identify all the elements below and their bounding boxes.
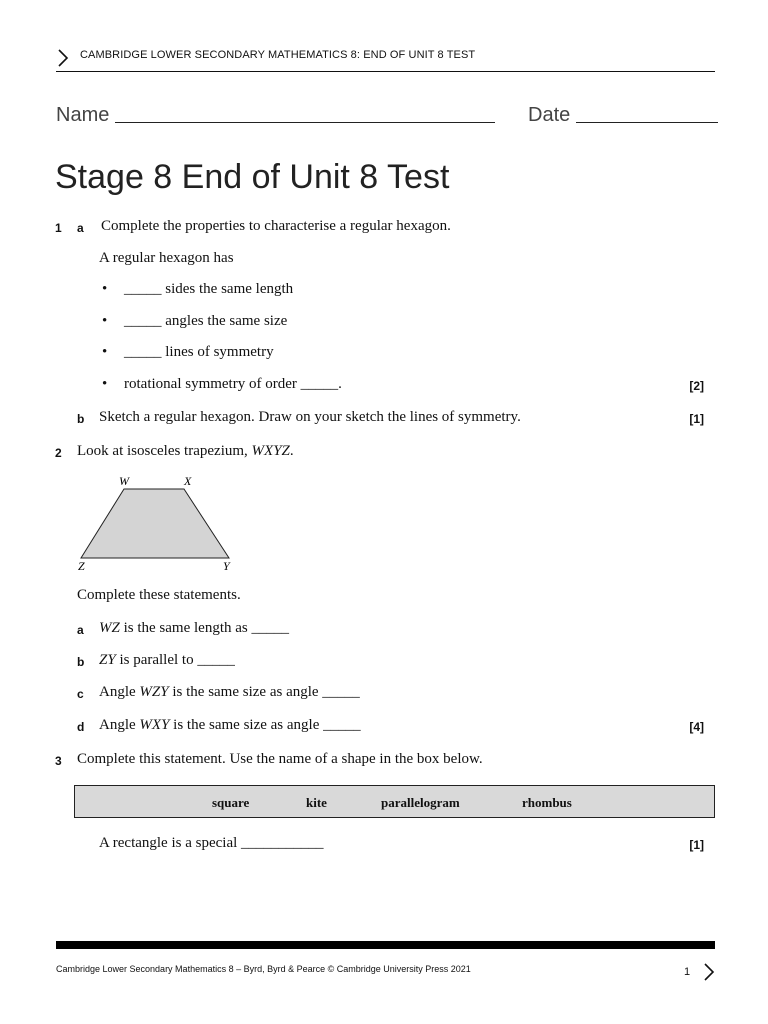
page-title: Stage 8 End of Unit 8 Test [55,158,450,196]
option-rhombus: rhombus [522,795,572,810]
q1a-lead: A regular hexagon has [99,250,234,266]
q2d-post: is the same size as angle _____ [169,717,361,733]
q3-number: 3 [55,754,62,768]
q1a-bullet-2: _____ angles the same size [124,313,288,329]
option-parallelogram: parallelogram [381,795,460,810]
vertex-x-label: X [184,474,192,488]
footer-divider [56,941,715,949]
date-label: Date [528,104,571,126]
q1a-bullet-3: _____ lines of symmetry [124,344,274,360]
q2-lead: Complete these statements. [77,587,241,603]
vertex-z-label: Z [78,559,85,573]
q2d-label: d [77,720,85,734]
q1-number: 1 [55,221,62,235]
q2a-label: a [77,623,84,637]
q2a-term: WZ [99,620,120,636]
header-divider [56,71,715,72]
q2b-post: is parallel to _____ [115,652,235,668]
q2c-label: c [77,687,84,701]
option-kite: kite [306,795,327,810]
vertex-w-label: W [119,474,129,488]
date-field[interactable] [576,104,718,123]
name-label: Name [56,104,110,126]
q3-prompt: Complete this statement. Use the name of a shape in the box below. [77,751,483,767]
q2c-statement [99,684,360,701]
q1a-prompt: Complete the properties to characterise a regular hexagon. [101,218,451,234]
trapezium-diagram [76,472,236,576]
bullet-dot: • [102,281,108,297]
name-date-line [56,104,718,127]
q1a-bullet-1: _____ sides the same length [124,281,294,297]
q1a-label: a [77,221,84,235]
chevron-right-icon[interactable] [702,962,716,982]
q2-number: 2 [55,446,62,460]
bullet-dot: • [102,344,108,360]
q2d-statement [99,717,361,734]
q2a-post: is the same length as _____ [119,620,289,636]
q2d-pre: Angle [99,717,140,733]
bullet-dot: • [102,376,108,392]
name-field[interactable] [115,104,495,123]
q2c-post: is the same size as angle _____ [168,684,360,700]
trapezium-wxyz [81,489,229,558]
bullet-dot: • [102,313,108,329]
q2d-term: WXY [139,717,170,733]
option-square: square [212,795,250,810]
vertex-y-label: Y [223,559,230,573]
running-header: CAMBRIDGE LOWER SECONDARY MATHEMATICS 8: END OF UNIT 8 TEST [80,49,476,61]
q1a-bullet-4: rotational symmetry of order _____. [124,376,342,392]
q2b-label: b [77,655,85,669]
q2b-statement [99,652,235,669]
q2b-term: ZY [99,652,116,668]
q2-prompt-name: WXYZ [251,443,290,459]
q2c-pre: Angle [99,684,140,700]
word-box [74,785,715,818]
q2-prompt-pre: Look at isosceles trapezium, [77,443,252,459]
page-number: 1 [684,966,691,978]
q2-marks: [4] [689,720,704,734]
q3-marks: [1] [689,838,704,852]
q2c-term: WZY [139,684,169,700]
q1b-label: b [77,412,85,426]
footer-credit: Cambridge Lower Secondary Mathematics 8 – Byrd, Byrd & Pearce © Cambridge University Press 2021 [56,964,471,974]
q2-prompt [77,443,294,460]
q2a-statement [99,620,289,637]
q1a-marks: [2] [689,379,704,393]
q3-statement: A rectangle is a special ___________ [99,835,324,851]
q1b-prompt: Sketch a regular hexagon. Draw on your sketch the lines of symmetry. [99,409,521,425]
q1b-marks: [1] [689,412,704,426]
chevron-right-icon [56,48,70,68]
q2-prompt-post: . [289,443,294,459]
